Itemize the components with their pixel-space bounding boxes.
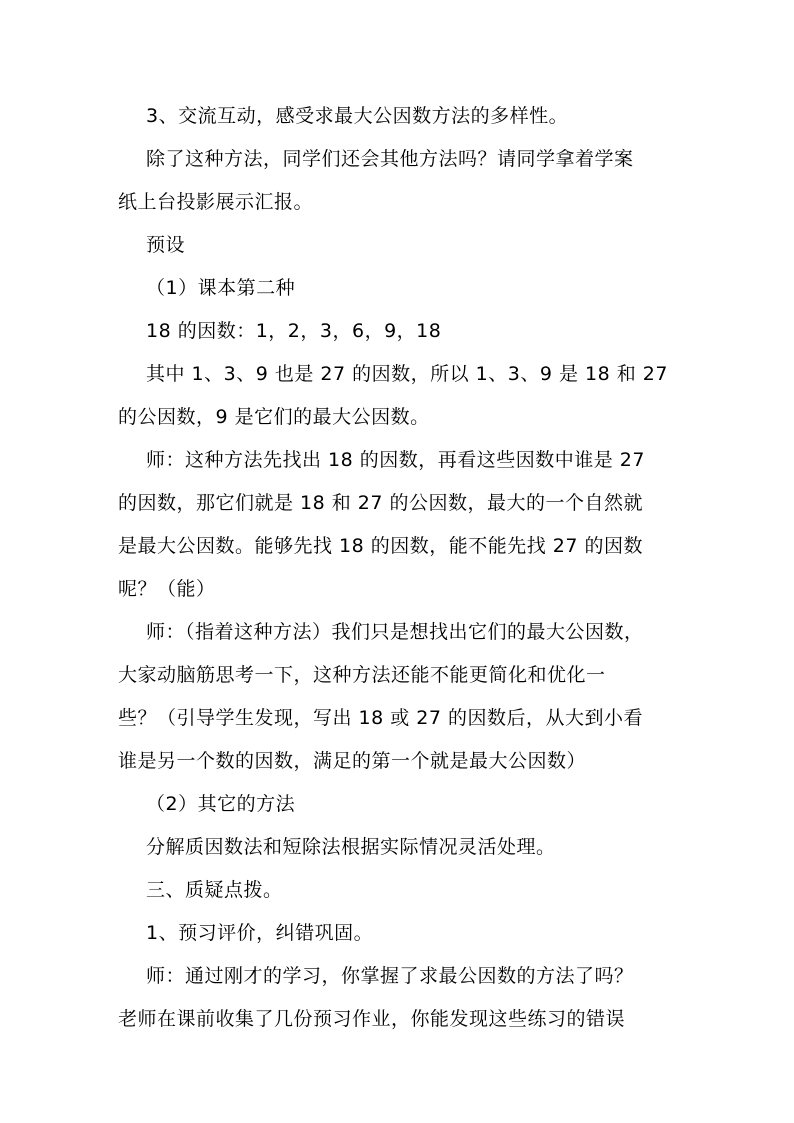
paragraph-line: 的公因数，9 是它们的最大公因数。: [118, 406, 430, 428]
teacher-line: 师：这种方法先找出 18 的因数，再看这些因数中谁是 27: [146, 449, 645, 471]
preset-label: 预设: [146, 234, 186, 256]
paragraph-line: 是最大公因数。能够先找 18 的因数，能不能先找 27 的因数: [118, 535, 644, 557]
heading-3-exchange: 3、交流互动，感受求最大公因数方法的多样性。: [146, 105, 569, 127]
subheading-1-preview: 1、预习评价，纠错巩固。: [146, 922, 374, 944]
teacher-line: 师：（指着这种方法）我们只是想找出它们的最大公因数，: [146, 621, 644, 643]
paragraph-line: 些？（引导学生发现，写出 18 或 27 的因数后，从大到小看: [118, 707, 644, 729]
paragraph-line: 大家动脑筋思考一下，这种方法还能不能更简化和优化一: [118, 664, 606, 686]
paragraph-line: 除了这种方法，同学们还会其他方法吗？请同学拿着学案: [146, 148, 634, 170]
paragraph-line: 呢？（能）: [118, 578, 216, 600]
paragraph-line: 谁是另一个数的因数，满足的第一个就是最大公因数）: [118, 750, 587, 772]
section-heading-3: 三、质疑点拨。: [146, 879, 283, 901]
paragraph-line: 其中 1、3、9 也是 27 的因数，所以 1、3、9 是 18 和 27: [146, 363, 668, 385]
paragraph-line: 的因数，那它们就是 18 和 27 的公因数，最大的一个自然就: [118, 492, 644, 514]
subheading-method-2: （2）其它的方法: [146, 793, 296, 815]
subheading-method-1: （1）课本第二种: [146, 277, 296, 299]
paragraph-line: 纸上台投影展示汇报。: [118, 191, 314, 213]
factors-of-18: 18 的因数：1，2，3，6，9，18: [146, 320, 442, 342]
paragraph-line: 分解质因数法和短除法根据实际情况灵活处理。: [146, 836, 556, 858]
paragraph-line: 老师在课前收集了几份预习作业，你能发现这些练习的错误: [118, 1008, 626, 1030]
teacher-line: 师：通过刚才的学习，你掌握了求最公因数的方法了吗？: [146, 965, 634, 987]
